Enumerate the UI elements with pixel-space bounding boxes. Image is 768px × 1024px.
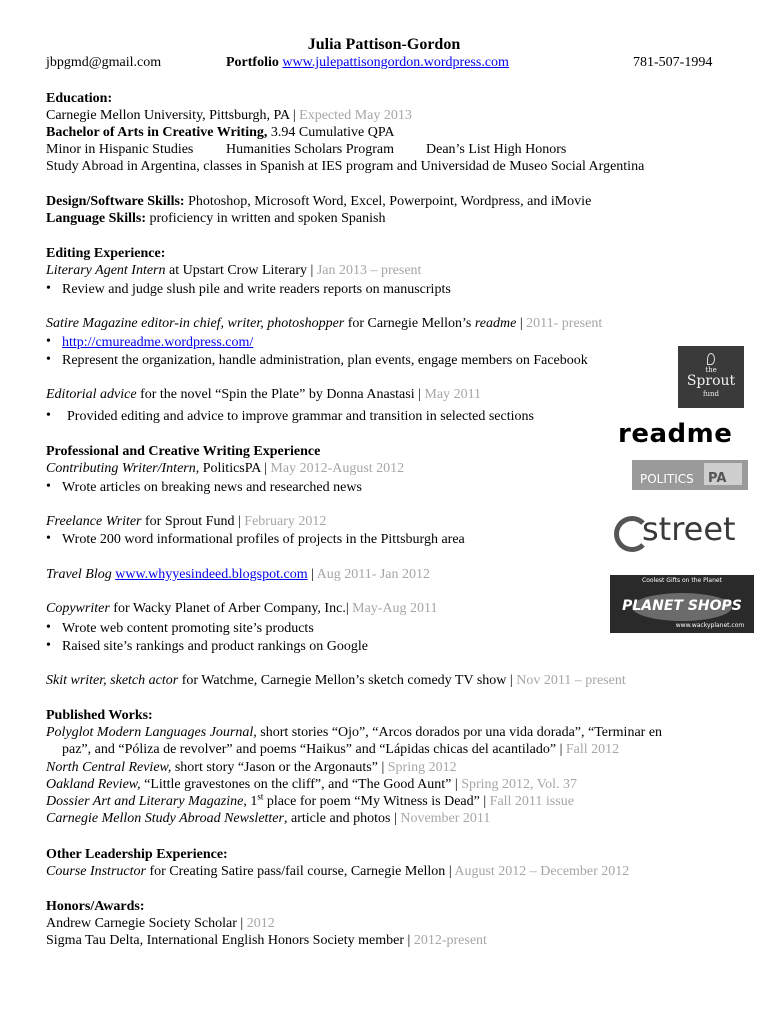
professional-job1 [46,460,404,477]
separator: | [483,794,490,809]
bullet-icon: • [46,638,51,653]
published-work2 [46,759,457,776]
bullet-icon: • [46,620,51,635]
street-word: street [642,510,736,548]
publication-date: Fall 2011 issue [489,794,574,809]
editing-job3-bullet: Provided editing and advice to improve grammar and transition in selected sections [67,409,534,424]
editing-job1-bullet: Review and judge slush pile and write readers reports on manuscripts [62,282,451,297]
honor1 [46,915,275,932]
job-dates: 2011- present [526,316,603,331]
politics-pa: PA [708,471,727,486]
job-title: Travel Blog [46,567,112,582]
publication-title: Dossier Art and Literary Magazine [46,794,244,809]
published-work5 [46,810,490,827]
published-work1 [46,724,662,741]
readme-link[interactable]: http://cmureadme.wordpress.com/ [62,335,254,350]
portfolio-link[interactable]: www.julepattisongordon.wordpress.com [282,55,509,70]
editing-job1 [46,262,421,279]
education-minor: Minor in Hispanic Studies [46,142,194,157]
education-school-line [46,107,412,124]
education-heading: Education: [46,91,113,106]
separator: | [559,742,566,757]
job-dates: May 2011 [424,387,482,402]
honor2 [46,932,487,949]
separator: | [264,461,271,476]
bullet-icon: • [46,531,51,546]
job-title: Contributing Writer/Intern, [46,461,200,476]
professional-job4-bullet2: Raised site’s rankings and product rankings on Google [62,639,369,654]
publication-title: Oakland Review, [46,777,141,792]
language-skills-label: Language Skills: [46,211,146,226]
degree: Bachelor of Arts in Creative Writing, [46,125,268,140]
separator: | [418,387,425,402]
job-org: PoliticsPA [199,461,265,476]
sprout-name: Sprout [686,373,736,389]
professional-job5 [46,672,626,689]
sprout-fund: fund [702,390,720,398]
leadership-heading: Other Leadership Experience: [46,847,228,862]
portfolio-label: Portfolio [226,55,279,70]
leadership-item [46,863,629,880]
job-title: Freelance Writer [46,514,142,529]
professional-heading: Professional and Creative Writing Experience [46,444,321,459]
planet-url: www.wackyplanet.com [675,622,745,629]
bullet-icon: • [46,408,51,423]
publication-text: place for poem “My Witness is Dead” [263,794,484,809]
publication-date: November 2011 [400,811,491,826]
education-degree-line [46,124,394,141]
sprout-fund-logo [678,346,744,408]
education-abroad: Study Abroad in Argentina, classes in Spanish at IES program and Universidad de Museo Social Argentina [46,159,645,174]
publication-text: short story “Jason or the Argonauts” [171,760,382,775]
professional-job3 [46,566,430,583]
publication-text: short stories “Ojo”, “Arcos dorados por una vida dorada”, “Terminar en [256,725,663,740]
job-title: Course Instructor [46,864,146,879]
design-skills-label: Design/Software Skills: [46,194,185,209]
job-dates: February 2012 [244,514,327,529]
professional-job1-bullet: Wrote articles on breaking news and researched news [62,480,362,495]
publication-date: Fall 2012 [565,742,620,757]
separator: | [381,760,388,775]
separator: | [407,933,414,948]
job-title: Satire Magazine editor-in chief, writer, photoshopper [46,316,345,331]
language-skills-line [46,210,386,227]
publication-title: Polyglot Modern Languages Journal, [46,725,257,740]
job-dates: August 2012 – December 2012 [454,864,630,879]
publication-date: Spring 2012 [387,760,457,775]
email[interactable]: jbpgmd@gmail.com [46,55,162,70]
honor-text: Sigma Tau Delta, International English Honors Society member [46,933,408,948]
job-dates: May 2012-August 2012 [270,461,405,476]
bullet-icon: • [46,352,51,367]
separator: | [345,601,353,616]
separator: | [307,567,317,582]
bullet-icon: • [46,479,51,494]
job-dates: Jan 2013 – present [316,263,422,278]
job-org: for Watchme, Carnegie Mellon’s sketch comedy TV show [178,673,510,688]
separator: | [240,916,247,931]
publication-text: , article and photos [283,811,395,826]
published-heading: Published Works: [46,708,153,723]
job-org: for Wacky Planet of Arber Company, Inc. [109,601,346,616]
travel-blog-link[interactable]: www.whyyesindeed.blogspot.com [115,567,308,582]
bullet-icon: • [46,334,51,349]
publication-date: Spring 2012, Vol. 37 [461,777,577,792]
separator: | [237,514,245,529]
phone: 781-507-1994 [633,55,713,70]
planet-shops-logo [610,575,754,633]
honors-heading: Honors/Awards: [46,899,145,914]
published-work3 [46,776,577,793]
street-logo [612,508,742,552]
readme-logo: readme [618,419,733,449]
qpa: 3.94 Cumulative QPA [267,125,395,140]
politics-word: POLITICS [640,472,694,486]
published-work4 [46,793,574,810]
politicspa-logo [632,460,748,490]
editing-heading: Editing Experience: [46,246,166,261]
professional-job2-bullet: Wrote 200 word informational profiles of projects in the Pittsburgh area [62,532,465,547]
job-dates: Aug 2011- Jan 2012 [316,567,431,582]
editing-job2 [46,315,602,332]
resume-name: Julia Pattison-Gordon [307,36,461,53]
honor-date: 2012 [246,916,275,931]
separator: | [310,263,317,278]
separator: | [516,316,527,331]
design-skills-value: Photoshop, Microsoft Word, Excel, Powerpoint, Wordpress, and iMovie [184,194,592,209]
job-title: Literary Agent Intern [46,263,166,278]
job-dates: Nov 2011 – present [516,673,626,688]
language-skills-value: proficiency in written and spoken Spanish [145,211,386,226]
job-org: for the novel “Spin the Plate” by Donna Anastasi [136,387,419,402]
professional-job4 [46,600,438,617]
job-org: at Upstart Crow Literary [165,263,311,278]
publication-text: “Little gravestones on the cliff”, and “The Good Aunt” [140,777,455,792]
job-title: Skit writer, sketch actor [46,673,179,688]
education-honors: Dean’s List High Honors [426,142,567,157]
planet-tagline: Coolest Gifts on the Planet [642,577,722,584]
editing-job3 [46,386,481,403]
job-title: Editorial advice [46,387,137,402]
sprout-the: the [705,366,717,374]
separator: | [448,864,455,879]
separator: | [509,673,517,688]
separator: | [454,777,462,792]
portfolio-line [226,54,509,71]
expected-date: Expected May 2013 [299,108,412,123]
sprout-leaf-icon [707,353,715,365]
magazine-name: readme [474,316,517,331]
education-program: Humanities Scholars Program [226,142,394,157]
professional-job2 [46,513,326,530]
job-org: for Sprout Fund [141,514,238,529]
professional-job4-bullet1: Wrote web content promoting site’s products [62,621,314,636]
job-org: for Carnegie Mellon’s [344,316,475,331]
job-dates: May-Aug 2011 [352,601,438,616]
contact-line [46,54,161,71]
design-skills-line [46,193,591,210]
honor-date: 2012-present [413,933,487,948]
published-work1-cont [62,741,619,758]
publication-text: paz”, and “Póliza de revolver” and poems “Haikus” and “Lápidas chicas del acantilado” [62,742,560,757]
job-title: Copywriter [46,601,110,616]
ordinal-suffix: st [257,791,264,802]
school: Carnegie Mellon University, Pittsburgh, PA [46,108,290,123]
publication-title: Carnegie Mellon Study Abroad Newsletter [46,811,284,826]
editing-job2-bullet: Represent the organization, handle administration, plan events, engage members on Facebook [62,353,588,368]
planet-name: PLANET SHOPS [622,598,742,614]
job-org: for Creating Satire pass/fail course, Carnegie Mellon [145,864,449,879]
separator: | [394,811,401,826]
separator: | [289,108,300,123]
publication-text: , 1 [243,794,258,809]
publication-title: North Central Review, [46,760,172,775]
bullet-icon: • [46,281,51,296]
honor-text: Andrew Carnegie Society Scholar [46,916,241,931]
